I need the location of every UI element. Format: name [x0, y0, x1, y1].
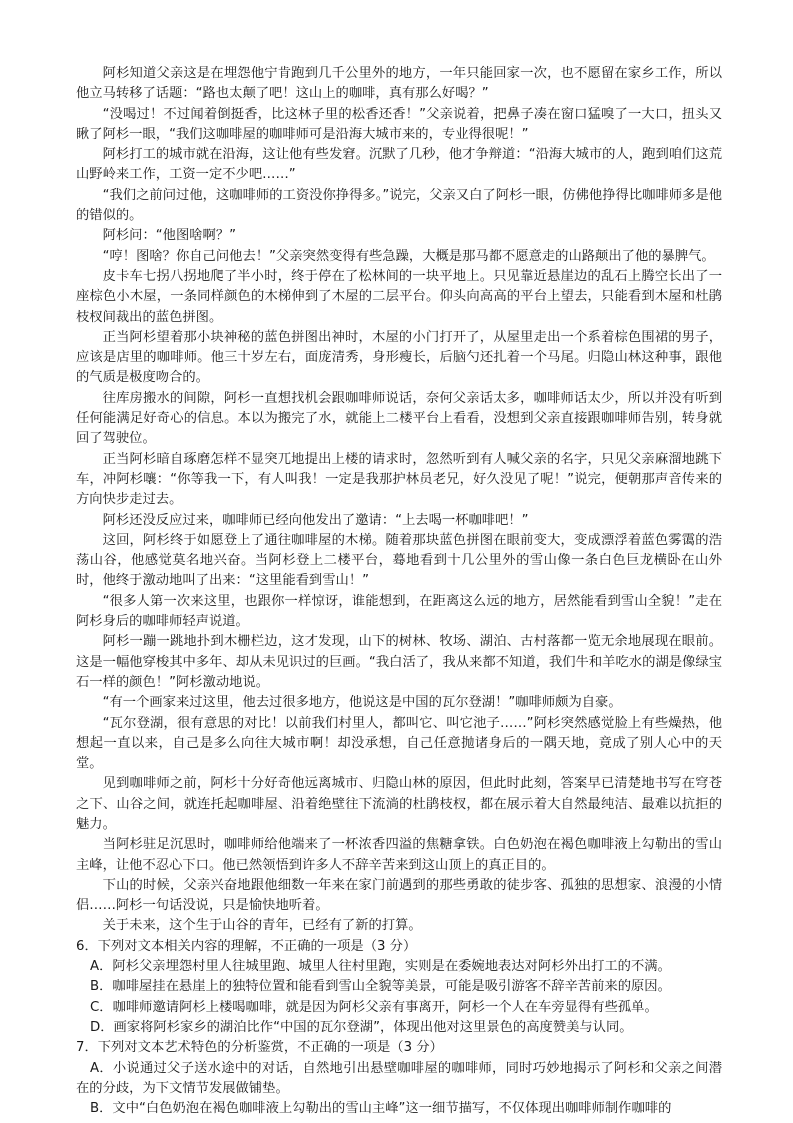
passage-paragraph: 阿杉还没反应过来，咖啡师已经向他发出了邀请：“上去喝一杯咖啡吧！”: [102, 512, 529, 528]
passage-paragraph: “我们之前问过他，这咖啡师的工资没你挣得多。”说完，父亲又白了阿杉一眼，仿佛他挣得比咖啡师多是他的错似的。: [76, 187, 722, 224]
answer-option-c: C．咖啡师邀请阿杉上楼喝咖啡，就是因为阿杉父亲有事离开，阿杉一个人在车旁显得有些孤单。: [90, 999, 658, 1015]
question-stem: 7．下列对文本艺术特色的分析鉴赏，不正确的一项是（3 分）: [76, 1040, 443, 1056]
question-6: [76, 937, 722, 1038]
passage-paragraph: “没喝过！不过闻着倒挺香，比这林子里的松香还香！”父亲说着，把鼻子凑在窗口猛嗅了一大口，扭头又瞅了阿杉一眼，“我们这咖啡屋的咖啡师可是沿海大城市来的，专业得很呢！”: [76, 106, 722, 142]
passage-paragraph: 正当阿杉暗自琢磨怎样不显突兀地提出上楼的请求时，忽然听到有人喊父亲的名字，只见父亲麻溜地跳下车，冲阿杉嚷：“你等我一下，有人叫我！一定是我那护林员老兄，好久没见了呢！”说完，便朝那声音传来的方向快步走过去。: [76, 451, 722, 508]
question-stem: 6．下列对文本相关内容的理解，不正确的一项是（3 分）: [76, 938, 417, 954]
passage-paragraph: “很多人第一次来这里，也跟你一样惊讶，谁能想到，在距离这么远的地方，居然能看到雪山全貌！”走在阿杉身后的咖啡师轻声说道。: [76, 593, 722, 630]
passage-paragraph: 这回，阿杉终于如愿登上了通往咖啡屋的木梯。随着那块蓝色拼图在眼前变大，变成漂浮着蓝色雾霭的浩荡山谷，他感觉莫名地兴奋。当阿杉登上二楼平台，蓦地看到十几公里外的雪山像一条白色巨龙横卧在山外时，他终于激动地叫了出来：“这里能看到雪山！”: [76, 532, 722, 589]
passage-paragraph: 见到咖啡师之前，阿杉十分好奇他远离城市、归隐山林的原因，但此时此刻，答案早已清楚地书写在穹苍之下、山谷之间，就连托起咖啡屋、沿着绝壁往下流淌的杜鹃枝杈，都在展示着大自然最纯洁、最难以抗拒的魅力。: [76, 776, 722, 832]
answer-option-a: A．阿杉父亲埋怨村里人往城里跑、城里人往村里跑，实则是在委婉地表达对阿杉外出打工的不满。: [90, 959, 671, 975]
answer-option-b: B．咖啡屋挂在悬崖上的独特位置和能看到雪山全貌等美景，可能是吸引游客不辞辛苦前来的原因。: [90, 979, 671, 995]
passage-paragraph: 往库房搬水的间隙，阿杉一直想找机会跟咖啡师说话，奈何父亲话太多，咖啡师话太少，所以并没有听到任何能满足好奇心的信息。本以为搬完了水，就能上二楼平台上看看，没想到父亲直接跟咖啡师告别，转身就回了驾驶位。: [76, 390, 722, 447]
passage-paragraph: 阿杉知道父亲这是在埋怨他宁肯跑到几千公里外的地方，一年只能回家一次，也不愿留在家乡工作，所以他立马转移了话题：“路也太颠了吧！这山上的咖啡，真有那么好喝？”: [76, 66, 722, 102]
answer-option-b: B．文中“白色奶泡在褐色咖啡液上勾勒出的雪山主峰”这一细节描写，不仅体现出咖啡师制作咖啡的: [90, 1101, 672, 1117]
passage-paragraph: 阿杉问：“他图啥啊？”: [102, 228, 237, 244]
answer-option-d: D．画家将阿杉家乡的湖泊比作“中国的瓦尔登湖”，体现出他对这里景色的高度赞美与认同。: [90, 1019, 633, 1035]
passage-paragraph: 正当阿杉望着那小块神秘的蓝色拼图出神时，木屋的小门打开了，从屋里走出一个系着棕色围裙的男子，应该是店里的咖啡师。他三十岁左右，面庞清秀，身形瘦长，后脑勺还扎着一个马尾。归隐山林这种事，跟他的气质是极度吻合的。: [76, 329, 722, 386]
passage-paragraph: 阿杉一蹦一跳地扑到木栅栏边，这才发现，山下的树林、牧场、湖泊、古村落都一览无余地展现在眼前。这是一幅他穿梭其中多年、却从未见识过的巨画。“我白活了，我从来都不知道，我们牛和羊吃水的湖是像绿宝石一样的颜色！”阿杉激动地说。: [76, 634, 722, 690]
answer-option-a: A．小说通过父子送水途中的对话，自然地引出悬壁咖啡屋的咖啡师，同时巧妙地揭示了阿杉和父亲之间潜在的分歧，为下文情节发展做铺垫。: [76, 1060, 722, 1096]
question-7: [76, 1038, 722, 1119]
story-passage: [76, 64, 722, 937]
passage-paragraph: 阿杉打工的城市就在沿海，这让他有些发窘。沉默了几秒，他才争辩道：“沿海大城市的人，跑到咱们这荒山野岭来工作，工资一定不少吧……”: [76, 147, 722, 183]
passage-paragraph: “哼！图啥？你自己问他去！”父亲突然变得有些急躁，大概是那马都不愿意走的山路颠出了他的暴脾气。: [102, 248, 715, 264]
passage-paragraph: 当阿杉驻足沉思时，咖啡师给他端来了一杯浓香四溢的焦糖拿铁。白色奶泡在褐色咖啡液上勾勒出的雪山主峰，让他不忍心下口。他已然领悟到许多人不辞辛苦来到这山顶上的真正目的。: [76, 837, 722, 873]
passage-paragraph: “有一个画家来过这里，他去过很多地方，他说这是中国的瓦尔登湖！”咖啡师颇为自豪。: [102, 695, 622, 711]
passage-paragraph: “瓦尔登湖，很有意思的对比！以前我们村里人，都叫它、叫它池子……”阿杉突然感觉脸上有些燥热，他想起一直以来，自己是多么向往大城市啊！却没承想，自己任意抛诸身后的一隅天地，竟成了别人心中的天堂。: [76, 715, 722, 772]
exam-page: [76, 64, 722, 1119]
passage-paragraph: 下山的时候，父亲兴奋地跟他细数一年来在家门前遇到的那些勇敢的徒步客、孤独的思想家、浪漫的小情侣……阿杉一句话没说，只是愉快地听着。: [76, 877, 722, 914]
passage-paragraph: 关于未来，这个生于山谷的青年，已经有了新的打算。: [102, 918, 422, 934]
passage-paragraph: 皮卡车七拐八拐地爬了半小时，终于停在了松林间的一块平地上。只见靠近悬崖边的乱石上腾空长出了一座棕色小木屋，一条同样颜色的木梯伸到了木屋的二层平台。仰头向高高的平台上望去，只能看到木屋和杜鹃枝杈间裁出的蓝色拼图。: [76, 268, 722, 325]
